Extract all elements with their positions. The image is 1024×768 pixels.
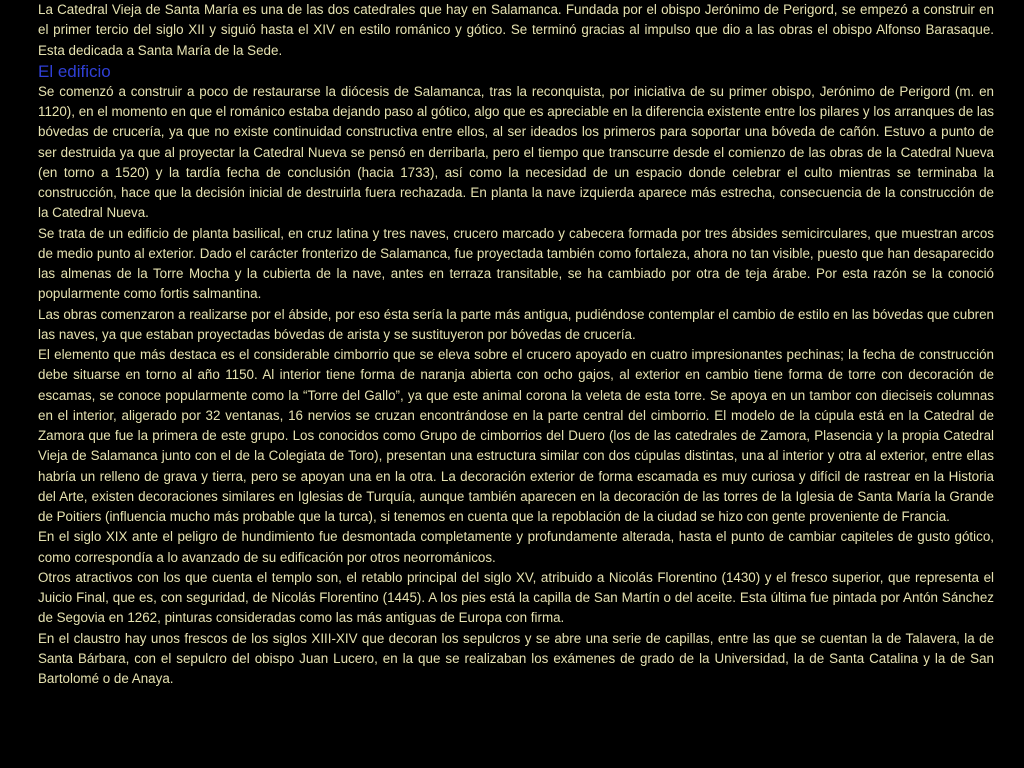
intro-paragraph: La Catedral Vieja de Santa María es una de las dos catedrales que hay en Salamanca. Fundada por el obispo Jerónimo de Perigord, se empezó a construir en el primer tercio del siglo XII y siguió hasta el XIV en estilo románico y gótico. Se terminó gracias al impulso que dio a las obras el obispo Alfonso Barasaque. Esta dedicada a Santa María de la Sede. bbox=[38, 2, 994, 58]
body-paragraph: Otros atractivos con los que cuenta el templo son, el retablo principal del siglo XV, atribuido a Nicolás Florentino (1430) y el fresco superior, que representa el Juicio Final, que es, con seguridad, de Nicolás Florentino (1445). A los pies está la capilla de San Martín o del aceite. Esta última fue pintada por Antón Sánchez de Segovia en 1262, pinturas consideradas como las más antiguas de Europa con firma. bbox=[38, 569, 994, 626]
document-page bbox=[38, 0, 994, 768]
body-paragraph: El elemento que más destaca es el considerable cimborrio que se eleva sobre el crucero apoyado en cuatro impresionantes pechinas; la fecha de construcción debe situarse en torno al año 1150. Al interior tiene forma de naranja abierta con ocho gajos, al exterior en cambio tiene forma de torre con decoración de escamas, se conoce popularmente como la “Torre del Gallo”, ya que este animal corona la veleta de esta torre. Se apoya en un tambor con dieciseis columnas en el interior, aligerado por 32 ventanas, 16 nervios se cruzan encontrándose en la parte central del cimborrio. El modelo de la cúpula está en la Catedral de Zamora que fue la primera de este grupo. Los conocidos como Grupo de cimborrios del Duero (los de las catedrales de Zamora, Plasencia y la propia Catedral Vieja de Salamanca junto con el de la Colegiata de Toro), presentan una estructura similar con dos cúpulas distintas, una al interior y otra al exterior, entre ellas habría un relleno de grava y tierra, pero se apoyan una en la otra. La decoración exterior de forma escamada es muy curiosa y difícil de rastrear en la Historia del Arte, existen decoraciones similares en Iglesias de Turquía, aunque también aparecen en la decoración de las torres de la Iglesia de Santa María la Grande de Poitiers (influencia mucho más probable que la turca), si tenemos en cuenta que la repoblación de la ciudad se hizo con gente proveniente de Francia. bbox=[38, 347, 994, 524]
body-paragraph: Se comenzó a construir a poco de restaurarse la diócesis de Salamanca, tras la reconquista, por iniciativa de su primer obispo, Jerónimo de Perigord (m. en 1120), en el momento en que el románico estaba dejando paso al gótico, algo que es apreciable en la diferencia existente entre los pilares y los arranques de las bóvedas de crucería, ya que no existe continuidad constructiva entre ellos, al ser ideados los primeros para soportar una bóveda de cañón. Estuvo a punto de ser destruida ya que al proyectar la Catedral Nueva se pensó en derribarla, pero el tiempo que transcurre desde el comienzo de las obras de la Catedral Nueva (en torno a 1520) y la tardía fecha de conclusión (hacia 1733), así como la necesidad de un espacio donde celebrar el culto mientras se terminaba la construcción, hace que la decisión inicial de destruirla fuera rechazada. En planta la nave izquierda aparece más estrecha, consecuencia de la construcción de la Catedral Nueva. bbox=[38, 83, 994, 221]
body-paragraph: Se trata de un edificio de planta basilical, en cruz latina y tres naves, crucero marcado y cabecera formada por tres ábsides semicirculares, que muestran arcos de medio punto al exterior. Dado el carácter fronterizo de Salamanca, fue proyectada también como fortaleza, ahora no tan visible, puesto que han desaparecido las almenas de la Torre Mocha y la cubierta de la nave, antes en terraza transitable, se ha cambiado por otra de teja árabe. Por esta razón se la conoció popularmente como fortis salmantina. bbox=[38, 225, 994, 302]
body-paragraph: En el claustro hay unos frescos de los siglos XIII-XIV que decoran los sepulcros y se abre una serie de capillas, entre las que se cuentan la de Talavera, la de Santa Bárbara, con el sepulcro del obispo Juan Lucero, en la que se realizaban los exámenes de grado de la Universidad, la de Santa Catalina y la de San Bartolomé o de Anaya. bbox=[38, 630, 994, 686]
section-heading: El edificio bbox=[38, 61, 111, 81]
body-paragraph: En el siglo XIX ante el peligro de hundimiento fue desmontada completamente y profundamente alterada, hasta el punto de cambiar capiteles de gusto gótico, como correspondía a lo avanzado de su edificación por otros neorrománicos. bbox=[38, 529, 994, 565]
body-paragraph: Las obras comenzaron a realizarse por el ábside, por eso ésta sería la parte más antigua, pudiéndose contemplar el cambio de estilo en las bóvedas que cubren las naves, ya que estaban proyectadas bóvedas de arista y se sustituyeron por bóvedas de crucería. bbox=[38, 306, 994, 342]
